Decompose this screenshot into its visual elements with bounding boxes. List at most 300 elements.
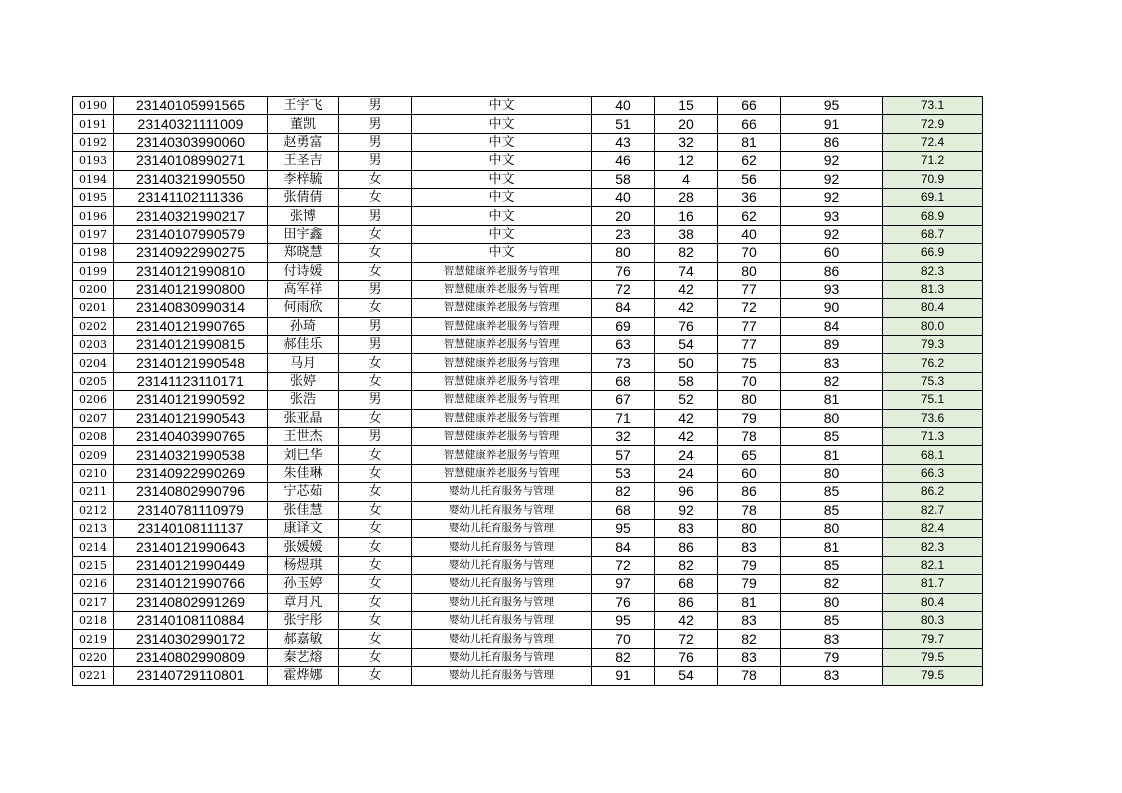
table-row	[73, 188, 983, 206]
table-row	[73, 575, 983, 593]
score-4-cell: 80	[781, 593, 883, 611]
seq-cell: 0210	[73, 464, 114, 482]
score-1-cell: 73	[592, 354, 655, 372]
score-1-cell: 80	[592, 244, 655, 262]
score-1-cell: 84	[592, 538, 655, 556]
total-score-cell: 75.1	[883, 391, 983, 409]
student-id-cell: 23140121990592	[114, 391, 268, 409]
student-id-cell: 23140922990275	[114, 244, 268, 262]
score-4-cell: 90	[781, 299, 883, 317]
score-2-cell: 24	[655, 446, 718, 464]
score-3-cell: 83	[718, 538, 781, 556]
major-cell: 婴幼儿托育服务与管理	[412, 483, 592, 501]
student-id-cell: 23140303990060	[114, 133, 268, 151]
major-cell: 智慧健康养老服务与管理	[412, 280, 592, 298]
major-cell: 智慧健康养老服务与管理	[412, 391, 592, 409]
student-id-cell: 23140121990766	[114, 575, 268, 593]
score-2-cell: 12	[655, 152, 718, 170]
name-cell: 何雨欣	[268, 299, 339, 317]
major-cell: 智慧健康养老服务与管理	[412, 464, 592, 482]
gender-cell: 女	[339, 225, 412, 243]
total-score-cell: 79.5	[883, 648, 983, 666]
score-2-cell: 42	[655, 611, 718, 629]
score-4-cell: 81	[781, 391, 883, 409]
seq-cell: 0202	[73, 317, 114, 335]
name-cell: 董凯	[268, 115, 339, 133]
student-id-cell: 23140321990538	[114, 446, 268, 464]
score-2-cell: 24	[655, 464, 718, 482]
seq-cell: 0194	[73, 170, 114, 188]
score-1-cell: 58	[592, 170, 655, 188]
total-score-cell: 68.9	[883, 207, 983, 225]
seq-cell: 0212	[73, 501, 114, 519]
score-1-cell: 40	[592, 188, 655, 206]
score-4-cell: 85	[781, 483, 883, 501]
total-score-cell: 80.3	[883, 611, 983, 629]
gender-cell: 女	[339, 501, 412, 519]
score-2-cell: 76	[655, 317, 718, 335]
major-cell: 智慧健康养老服务与管理	[412, 299, 592, 317]
table-row	[73, 593, 983, 611]
seq-cell: 0221	[73, 667, 114, 685]
score-3-cell: 72	[718, 299, 781, 317]
gender-cell: 男	[339, 115, 412, 133]
gender-cell: 女	[339, 244, 412, 262]
score-4-cell: 83	[781, 667, 883, 685]
score-1-cell: 43	[592, 133, 655, 151]
gender-cell: 男	[339, 280, 412, 298]
score-1-cell: 69	[592, 317, 655, 335]
gender-cell: 女	[339, 483, 412, 501]
student-id-cell: 23140121990815	[114, 336, 268, 354]
score-1-cell: 53	[592, 464, 655, 482]
score-3-cell: 78	[718, 667, 781, 685]
seq-cell: 0206	[73, 391, 114, 409]
major-cell: 智慧健康养老服务与管理	[412, 354, 592, 372]
score-4-cell: 81	[781, 538, 883, 556]
total-score-cell: 68.1	[883, 446, 983, 464]
major-cell: 婴幼儿托育服务与管理	[412, 575, 592, 593]
seq-cell: 0217	[73, 593, 114, 611]
student-id-cell: 23140121990800	[114, 280, 268, 298]
table-row	[73, 667, 983, 685]
table-row	[73, 170, 983, 188]
total-score-cell: 75.3	[883, 372, 983, 390]
score-3-cell: 80	[718, 519, 781, 537]
score-2-cell: 16	[655, 207, 718, 225]
score-2-cell: 42	[655, 428, 718, 446]
gender-cell: 女	[339, 464, 412, 482]
seq-cell: 0216	[73, 575, 114, 593]
student-id-cell: 23140830990314	[114, 299, 268, 317]
score-3-cell: 79	[718, 556, 781, 574]
name-cell: 康译文	[268, 519, 339, 537]
name-cell: 刘巳华	[268, 446, 339, 464]
major-cell: 智慧健康养老服务与管理	[412, 409, 592, 427]
score-3-cell: 80	[718, 391, 781, 409]
score-3-cell: 62	[718, 207, 781, 225]
total-score-cell: 73.1	[883, 97, 983, 115]
table-row	[73, 464, 983, 482]
name-cell: 李梓毓	[268, 170, 339, 188]
student-id-cell: 23140321111009	[114, 115, 268, 133]
score-3-cell: 77	[718, 280, 781, 298]
score-4-cell: 81	[781, 446, 883, 464]
total-score-cell: 71.3	[883, 428, 983, 446]
score-4-cell: 83	[781, 630, 883, 648]
seq-cell: 0204	[73, 354, 114, 372]
total-score-cell: 71.2	[883, 152, 983, 170]
score-4-cell: 89	[781, 336, 883, 354]
student-id-cell: 23140121990765	[114, 317, 268, 335]
seq-cell: 0197	[73, 225, 114, 243]
score-2-cell: 86	[655, 593, 718, 611]
score-1-cell: 72	[592, 280, 655, 298]
name-cell: 朱佳琳	[268, 464, 339, 482]
student-id-cell: 23141102111336	[114, 188, 268, 206]
score-2-cell: 68	[655, 575, 718, 593]
score-1-cell: 95	[592, 519, 655, 537]
table-row	[73, 115, 983, 133]
score-3-cell: 81	[718, 593, 781, 611]
name-cell: 张博	[268, 207, 339, 225]
table-row	[73, 391, 983, 409]
score-1-cell: 20	[592, 207, 655, 225]
table-row	[73, 225, 983, 243]
total-score-cell: 86.2	[883, 483, 983, 501]
gender-cell: 女	[339, 556, 412, 574]
student-id-cell: 23140107990579	[114, 225, 268, 243]
score-3-cell: 66	[718, 115, 781, 133]
score-4-cell: 82	[781, 372, 883, 390]
total-score-cell: 70.9	[883, 170, 983, 188]
name-cell: 张亚晶	[268, 409, 339, 427]
gender-cell: 女	[339, 170, 412, 188]
seq-cell: 0192	[73, 133, 114, 151]
name-cell: 霍烨娜	[268, 667, 339, 685]
gender-cell: 女	[339, 446, 412, 464]
student-id-cell: 23140121990543	[114, 409, 268, 427]
score-3-cell: 60	[718, 464, 781, 482]
score-1-cell: 32	[592, 428, 655, 446]
total-score-cell: 82.1	[883, 556, 983, 574]
seq-cell: 0205	[73, 372, 114, 390]
score-2-cell: 38	[655, 225, 718, 243]
student-id-cell: 23140802991269	[114, 593, 268, 611]
score-2-cell: 54	[655, 667, 718, 685]
score-2-cell: 83	[655, 519, 718, 537]
total-score-cell: 79.7	[883, 630, 983, 648]
score-4-cell: 93	[781, 207, 883, 225]
score-3-cell: 82	[718, 630, 781, 648]
name-cell: 宁芯茹	[268, 483, 339, 501]
name-cell: 张宇彤	[268, 611, 339, 629]
total-score-cell: 82.7	[883, 501, 983, 519]
score-2-cell: 82	[655, 556, 718, 574]
score-2-cell: 86	[655, 538, 718, 556]
major-cell: 中文	[412, 152, 592, 170]
score-1-cell: 40	[592, 97, 655, 115]
total-score-cell: 72.4	[883, 133, 983, 151]
score-3-cell: 83	[718, 611, 781, 629]
score-3-cell: 66	[718, 97, 781, 115]
score-1-cell: 71	[592, 409, 655, 427]
score-1-cell: 70	[592, 630, 655, 648]
name-cell: 王世杰	[268, 428, 339, 446]
gender-cell: 女	[339, 538, 412, 556]
score-3-cell: 75	[718, 354, 781, 372]
table-row	[73, 630, 983, 648]
name-cell: 马月	[268, 354, 339, 372]
table-row	[73, 299, 983, 317]
gender-cell: 女	[339, 648, 412, 666]
total-score-cell: 69.1	[883, 188, 983, 206]
score-3-cell: 79	[718, 575, 781, 593]
score-2-cell: 28	[655, 188, 718, 206]
gender-cell: 女	[339, 667, 412, 685]
score-4-cell: 91	[781, 115, 883, 133]
score-1-cell: 46	[592, 152, 655, 170]
gender-cell: 女	[339, 575, 412, 593]
table-row	[73, 97, 983, 115]
student-id-cell: 23140802990796	[114, 483, 268, 501]
gender-cell: 女	[339, 354, 412, 372]
major-cell: 智慧健康养老服务与管理	[412, 372, 592, 390]
score-1-cell: 91	[592, 667, 655, 685]
score-3-cell: 36	[718, 188, 781, 206]
score-1-cell: 68	[592, 501, 655, 519]
seq-cell: 0211	[73, 483, 114, 501]
name-cell: 秦艺熔	[268, 648, 339, 666]
gender-cell: 女	[339, 611, 412, 629]
table-row	[73, 372, 983, 390]
score-4-cell: 92	[781, 188, 883, 206]
score-2-cell: 82	[655, 244, 718, 262]
seq-cell: 0207	[73, 409, 114, 427]
student-id-cell: 23140121990548	[114, 354, 268, 372]
student-id-cell: 23140105991565	[114, 97, 268, 115]
score-3-cell: 65	[718, 446, 781, 464]
seq-cell: 0208	[73, 428, 114, 446]
score-2-cell: 42	[655, 280, 718, 298]
score-2-cell: 72	[655, 630, 718, 648]
student-id-cell: 23140321990550	[114, 170, 268, 188]
seq-cell: 0196	[73, 207, 114, 225]
score-1-cell: 68	[592, 372, 655, 390]
score-1-cell: 95	[592, 611, 655, 629]
gender-cell: 女	[339, 299, 412, 317]
score-3-cell: 78	[718, 428, 781, 446]
score-3-cell: 79	[718, 409, 781, 427]
major-cell: 中文	[412, 115, 592, 133]
student-id-cell: 23141123110171	[114, 372, 268, 390]
score-2-cell: 4	[655, 170, 718, 188]
seq-cell: 0195	[73, 188, 114, 206]
table-row	[73, 262, 983, 280]
major-cell: 婴幼儿托育服务与管理	[412, 611, 592, 629]
name-cell: 张佳慧	[268, 501, 339, 519]
score-4-cell: 84	[781, 317, 883, 335]
table-row	[73, 152, 983, 170]
score-1-cell: 76	[592, 262, 655, 280]
student-id-cell: 23140108110884	[114, 611, 268, 629]
student-id-cell: 23140302990172	[114, 630, 268, 648]
seq-cell: 0190	[73, 97, 114, 115]
total-score-cell: 82.3	[883, 262, 983, 280]
score-3-cell: 83	[718, 648, 781, 666]
score-1-cell: 82	[592, 483, 655, 501]
name-cell: 张媛媛	[268, 538, 339, 556]
seq-cell: 0193	[73, 152, 114, 170]
total-score-cell: 79.3	[883, 336, 983, 354]
score-1-cell: 97	[592, 575, 655, 593]
score-4-cell: 86	[781, 262, 883, 280]
score-3-cell: 81	[718, 133, 781, 151]
score-3-cell: 77	[718, 336, 781, 354]
score-2-cell: 50	[655, 354, 718, 372]
name-cell: 张浩	[268, 391, 339, 409]
gender-cell: 男	[339, 133, 412, 151]
name-cell: 张婷	[268, 372, 339, 390]
score-2-cell: 32	[655, 133, 718, 151]
student-id-cell: 23140121990810	[114, 262, 268, 280]
score-2-cell: 74	[655, 262, 718, 280]
score-3-cell: 62	[718, 152, 781, 170]
name-cell: 章月凡	[268, 593, 339, 611]
score-4-cell: 86	[781, 133, 883, 151]
seq-cell: 0219	[73, 630, 114, 648]
score-3-cell: 77	[718, 317, 781, 335]
major-cell: 智慧健康养老服务与管理	[412, 262, 592, 280]
gender-cell: 男	[339, 152, 412, 170]
gender-cell: 女	[339, 630, 412, 648]
seq-cell: 0203	[73, 336, 114, 354]
seq-cell: 0191	[73, 115, 114, 133]
score-4-cell: 80	[781, 409, 883, 427]
name-cell: 郝嘉敏	[268, 630, 339, 648]
table-row	[73, 354, 983, 372]
score-2-cell: 42	[655, 299, 718, 317]
score-4-cell: 92	[781, 170, 883, 188]
student-id-cell: 23140321990217	[114, 207, 268, 225]
table-row	[73, 483, 983, 501]
score-2-cell: 58	[655, 372, 718, 390]
table-row	[73, 317, 983, 335]
score-2-cell: 15	[655, 97, 718, 115]
total-score-cell: 73.6	[883, 409, 983, 427]
table-row	[73, 133, 983, 151]
major-cell: 中文	[412, 133, 592, 151]
name-cell: 孙玉婷	[268, 575, 339, 593]
score-3-cell: 86	[718, 483, 781, 501]
score-1-cell: 84	[592, 299, 655, 317]
table-row	[73, 428, 983, 446]
name-cell: 王宇飞	[268, 97, 339, 115]
score-4-cell: 92	[781, 225, 883, 243]
table-row	[73, 446, 983, 464]
table-row	[73, 280, 983, 298]
seq-cell: 0198	[73, 244, 114, 262]
total-score-cell: 68.7	[883, 225, 983, 243]
score-3-cell: 70	[718, 244, 781, 262]
seq-cell: 0199	[73, 262, 114, 280]
score-2-cell: 54	[655, 336, 718, 354]
table-row	[73, 519, 983, 537]
score-4-cell: 80	[781, 464, 883, 482]
name-cell: 付诗媛	[268, 262, 339, 280]
score-4-cell: 80	[781, 519, 883, 537]
score-1-cell: 63	[592, 336, 655, 354]
major-cell: 中文	[412, 225, 592, 243]
table-row	[73, 501, 983, 519]
name-cell: 郑晓慧	[268, 244, 339, 262]
student-id-cell: 23140802990809	[114, 648, 268, 666]
score-2-cell: 92	[655, 501, 718, 519]
gender-cell: 男	[339, 207, 412, 225]
seq-cell: 0215	[73, 556, 114, 574]
score-2-cell: 42	[655, 409, 718, 427]
seq-cell: 0218	[73, 611, 114, 629]
student-id-cell: 23140781110979	[114, 501, 268, 519]
score-1-cell: 76	[592, 593, 655, 611]
seq-cell: 0220	[73, 648, 114, 666]
gender-cell: 女	[339, 372, 412, 390]
score-3-cell: 40	[718, 225, 781, 243]
table-row	[73, 538, 983, 556]
name-cell: 杨煜琪	[268, 556, 339, 574]
major-cell: 中文	[412, 207, 592, 225]
major-cell: 智慧健康养老服务与管理	[412, 317, 592, 335]
seq-cell: 0214	[73, 538, 114, 556]
score-table	[72, 96, 983, 686]
score-2-cell: 76	[655, 648, 718, 666]
score-1-cell: 67	[592, 391, 655, 409]
seq-cell: 0201	[73, 299, 114, 317]
gender-cell: 女	[339, 188, 412, 206]
total-score-cell: 81.3	[883, 280, 983, 298]
major-cell: 婴幼儿托育服务与管理	[412, 648, 592, 666]
major-cell: 智慧健康养老服务与管理	[412, 446, 592, 464]
score-1-cell: 23	[592, 225, 655, 243]
table-body	[73, 97, 983, 686]
major-cell: 智慧健康养老服务与管理	[412, 336, 592, 354]
name-cell: 张倩倩	[268, 188, 339, 206]
score-4-cell: 85	[781, 556, 883, 574]
score-4-cell: 85	[781, 428, 883, 446]
name-cell: 田宇鑫	[268, 225, 339, 243]
score-2-cell: 20	[655, 115, 718, 133]
student-id-cell: 23140403990765	[114, 428, 268, 446]
gender-cell: 男	[339, 391, 412, 409]
table-row	[73, 556, 983, 574]
score-4-cell: 85	[781, 501, 883, 519]
gender-cell: 女	[339, 519, 412, 537]
score-2-cell: 52	[655, 391, 718, 409]
gender-cell: 女	[339, 409, 412, 427]
score-1-cell: 72	[592, 556, 655, 574]
major-cell: 中文	[412, 244, 592, 262]
major-cell: 婴幼儿托育服务与管理	[412, 556, 592, 574]
total-score-cell: 82.4	[883, 519, 983, 537]
total-score-cell: 66.9	[883, 244, 983, 262]
score-4-cell: 85	[781, 611, 883, 629]
student-id-cell: 23140729110801	[114, 667, 268, 685]
score-3-cell: 78	[718, 501, 781, 519]
major-cell: 中文	[412, 188, 592, 206]
gender-cell: 男	[339, 428, 412, 446]
name-cell: 王圣吉	[268, 152, 339, 170]
total-score-cell: 80.0	[883, 317, 983, 335]
